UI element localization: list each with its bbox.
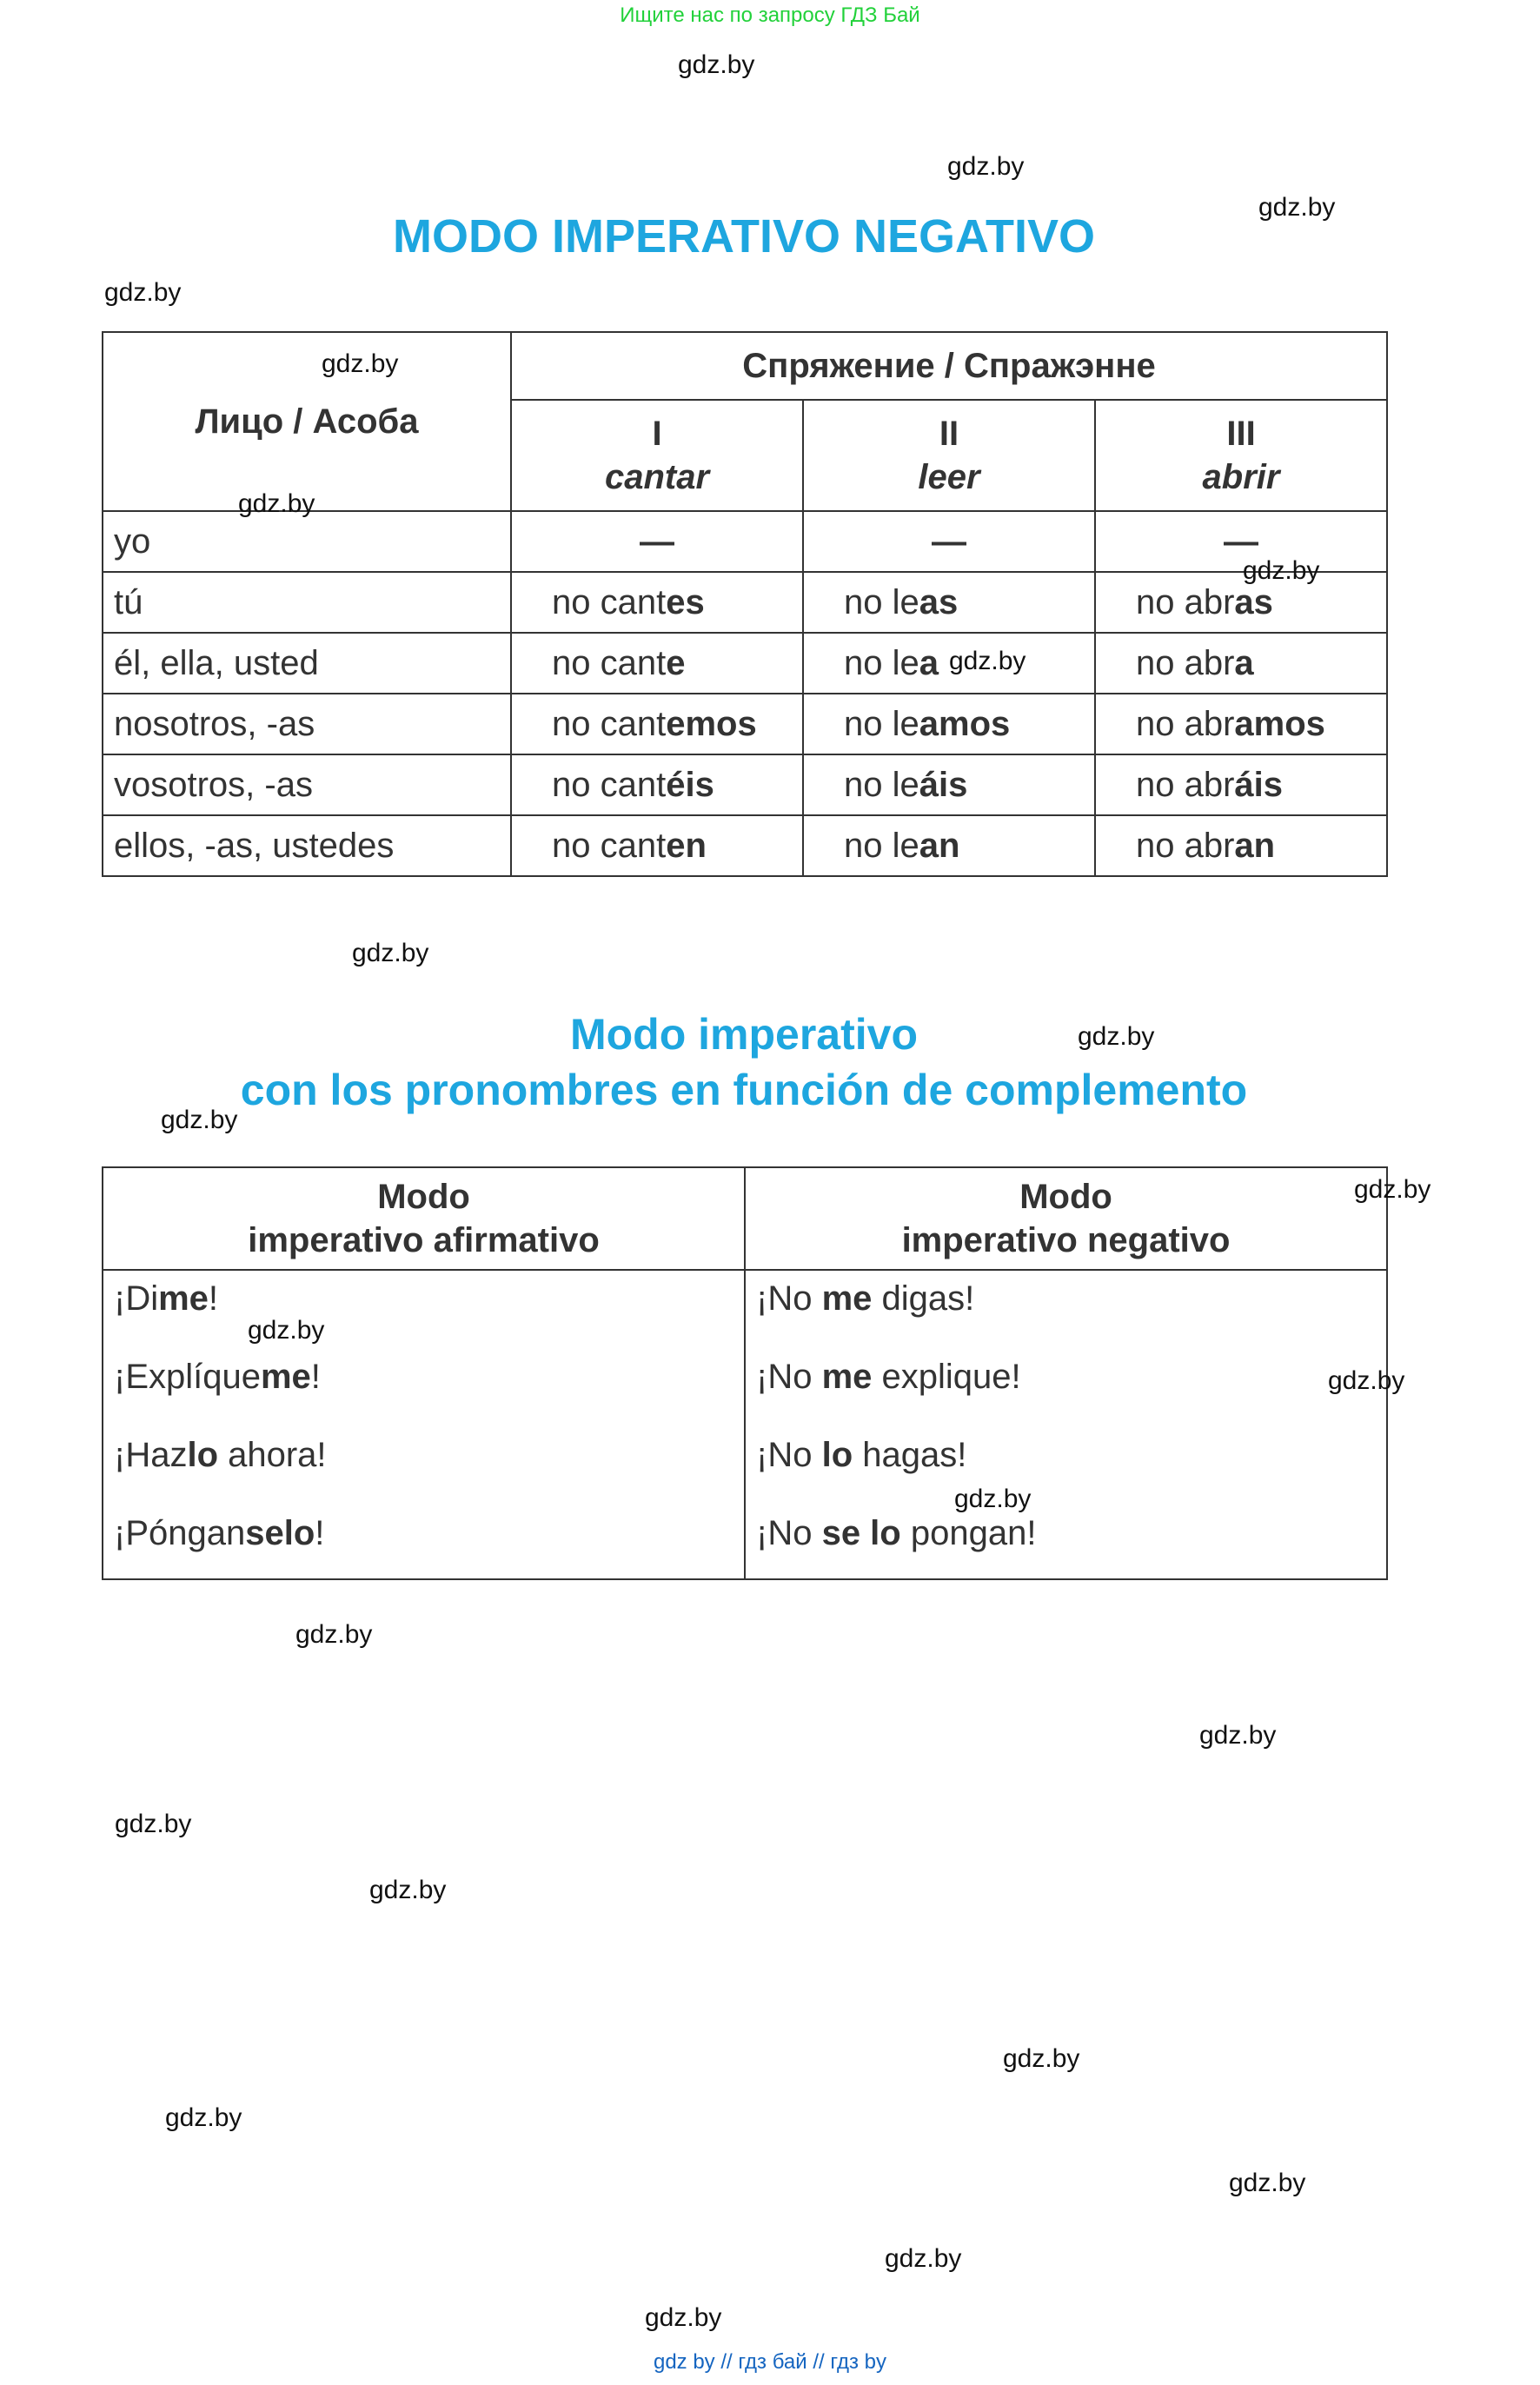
person-cell: nosotros, -as [103,694,511,754]
watermark: gdz.by [678,50,755,79]
watermark: gdz.by [1229,2169,1306,2197]
verb-form-cell [511,572,803,633]
sentence-text: ¡No [756,1514,822,1552]
verb-stem: no abr [1136,643,1235,682]
verb-ending: an [919,826,960,865]
section2-title-line2: con los pronombres en función de complemento [240,1066,1248,1114]
verb-ending: es [666,582,705,621]
verb-ending: as [919,582,959,621]
watermark: gdz.by [1328,1366,1405,1395]
verb-ending: a [1234,643,1254,682]
verb-form-cell [511,694,803,754]
verb-stem: no le [844,765,919,804]
sentence-text: ¡No [756,1279,822,1318]
pronoun-highlight: selo [245,1514,315,1552]
sentence-text: ahora! [218,1436,327,1474]
verb-form-cell [511,815,803,876]
verb-ending: a [919,643,939,682]
conjugation-table [102,331,1388,877]
example-sentence [756,1514,1386,1566]
watermark: gdz.by [645,2303,722,2332]
watermark: gdz.by [1078,1022,1155,1051]
header-col-2 [803,400,1095,511]
verb-stem: no cant [552,826,667,865]
verb-stem: no cant [552,582,667,621]
watermark: gdz.by [369,1876,447,1904]
watermark: gdz.by [295,1620,373,1649]
example-sentence [756,1358,1386,1436]
sentence-text: ¡No [756,1358,822,1396]
verb-ending: emos [666,704,757,743]
section1-title: MODO IMPERATIVO NEGATIVO [392,210,1096,262]
header-affirmative [103,1167,745,1270]
header-col-1 [511,400,803,511]
verb-form-cell [1095,633,1387,694]
person-cell: vosotros, -as [103,754,511,815]
watermark: gdz.by [947,152,1025,181]
verb-form-cell [803,815,1095,876]
verb-ending: éis [666,765,714,804]
verb-ending: an [1234,826,1276,865]
empty-form-dash: — [511,511,803,572]
sentence-text: pongan! [900,1514,1037,1552]
watermark: gdz.by [954,1485,1032,1513]
watermark: gdz.by [238,489,315,518]
negative-examples [745,1270,1387,1579]
sentence-text: ! [208,1279,219,1318]
watermark: gdz.by [115,1810,192,1838]
verb-stem: no cant [552,765,667,804]
table-row [103,633,1387,694]
col-number: II [939,415,959,453]
sentence-text: ¡Di [114,1279,159,1318]
section2-title-line1: Modo imperativo [569,1010,919,1059]
pronoun-highlight: me [821,1279,873,1318]
verb-ending: áis [1234,765,1284,804]
watermark: gdz.by [352,939,429,967]
sentence-text: ¡No [756,1436,822,1474]
example-sentence [114,1279,744,1358]
watermark: gdz.by [161,1106,238,1134]
person-cell: yo [103,511,511,572]
sentence-text: ! [315,1514,325,1552]
watermark: gdz.by [885,2244,962,2273]
col-number: I [652,415,662,453]
sentence-text: ! [310,1358,321,1396]
verb-stem: no cant [552,643,667,682]
watermark: gdz.by [104,278,182,307]
verb-form-cell [1095,694,1387,754]
table-row [103,754,1387,815]
top-banner: Ищите нас по запросу ГДЗ Бай [620,3,920,27]
empty-form-dash: — [803,511,1095,572]
col-verb: abrir [1202,458,1280,496]
sentence-text: ¡Haz [114,1436,188,1474]
person-cell: ellos, -as, ustedes [103,815,511,876]
sentence-text: digas! [872,1279,975,1318]
affirmative-examples [103,1270,745,1579]
example-sentence [114,1436,744,1514]
watermark: gdz.by [1354,1175,1431,1204]
verb-ending: áis [919,765,968,804]
pronoun-highlight: lo [821,1436,853,1474]
verb-stem: no le [844,826,919,865]
table-row [103,694,1387,754]
header-line: imperativo afirmativo [248,1221,600,1259]
verb-form-cell [803,754,1095,815]
watermark: gdz.by [165,2103,242,2132]
sentence-text: explique! [872,1358,1021,1396]
person-cell: él, ella, usted [103,633,511,694]
pronoun-highlight: me [260,1358,311,1396]
example-sentence [756,1436,1386,1514]
header-conjugation: Спряжение / Спражэнне [511,332,1387,400]
verb-form-cell [511,633,803,694]
verb-form-cell [1095,572,1387,633]
watermark: gdz.by [1199,1721,1277,1750]
pronoun-highlight: me [158,1279,209,1318]
verb-stem: no le [844,582,919,621]
verb-form-cell [803,694,1095,754]
watermark: gdz.by [1258,193,1336,222]
person-cell: tú [103,572,511,633]
verb-ending: en [666,826,707,865]
verb-stem: no cant [552,704,667,743]
col-verb: cantar [604,458,710,496]
verb-form-cell [1095,815,1387,876]
header-col-3 [1095,400,1387,511]
verb-form-cell [1095,754,1387,815]
example-sentence [114,1514,744,1566]
verb-stem: no abr [1136,704,1235,743]
example-sentence [114,1358,744,1436]
header-line: imperativo negativo [901,1221,1231,1259]
header-line: Modo [377,1178,470,1216]
header-line: Modo [1019,1178,1112,1216]
pronoun-highlight: me [821,1358,873,1396]
sentence-text: hagas! [853,1436,967,1474]
empty-form-dash: — [1095,511,1387,572]
verb-ending: amos [919,704,1011,743]
pronoun-highlight: lo [187,1436,218,1474]
verb-ending: amos [1234,704,1325,743]
col-number: III [1226,415,1256,453]
sentence-text: ¡Póngan [114,1514,246,1552]
watermark: gdz.by [1243,556,1320,585]
header-person: Лицо / Асоба [103,332,511,511]
table-row [103,511,1387,572]
watermark: gdz.by [1003,2044,1080,2073]
verb-form-cell [511,754,803,815]
table-row [103,815,1387,876]
verb-ending: as [1234,582,1273,621]
header-negative [745,1167,1387,1270]
verb-stem: no abr [1136,826,1235,865]
verb-stem: no abr [1136,582,1235,621]
watermark: gdz.by [949,647,1026,675]
example-sentence [756,1279,1386,1358]
footer-links: gdz by // гдз бай // гдз by [653,2350,887,2374]
verb-stem: no le [844,643,919,682]
verb-stem: no abr [1136,765,1235,804]
table-row [103,572,1387,633]
verb-ending: e [666,643,686,682]
sentence-text: ¡Explíque [114,1358,261,1396]
pronoun-highlight: se lo [821,1514,901,1552]
watermark: gdz.by [248,1316,325,1345]
watermark: gdz.by [322,349,399,378]
pronoun-table [102,1166,1388,1580]
verb-stem: no le [844,704,919,743]
verb-form-cell [803,572,1095,633]
col-verb: leer [918,458,980,496]
